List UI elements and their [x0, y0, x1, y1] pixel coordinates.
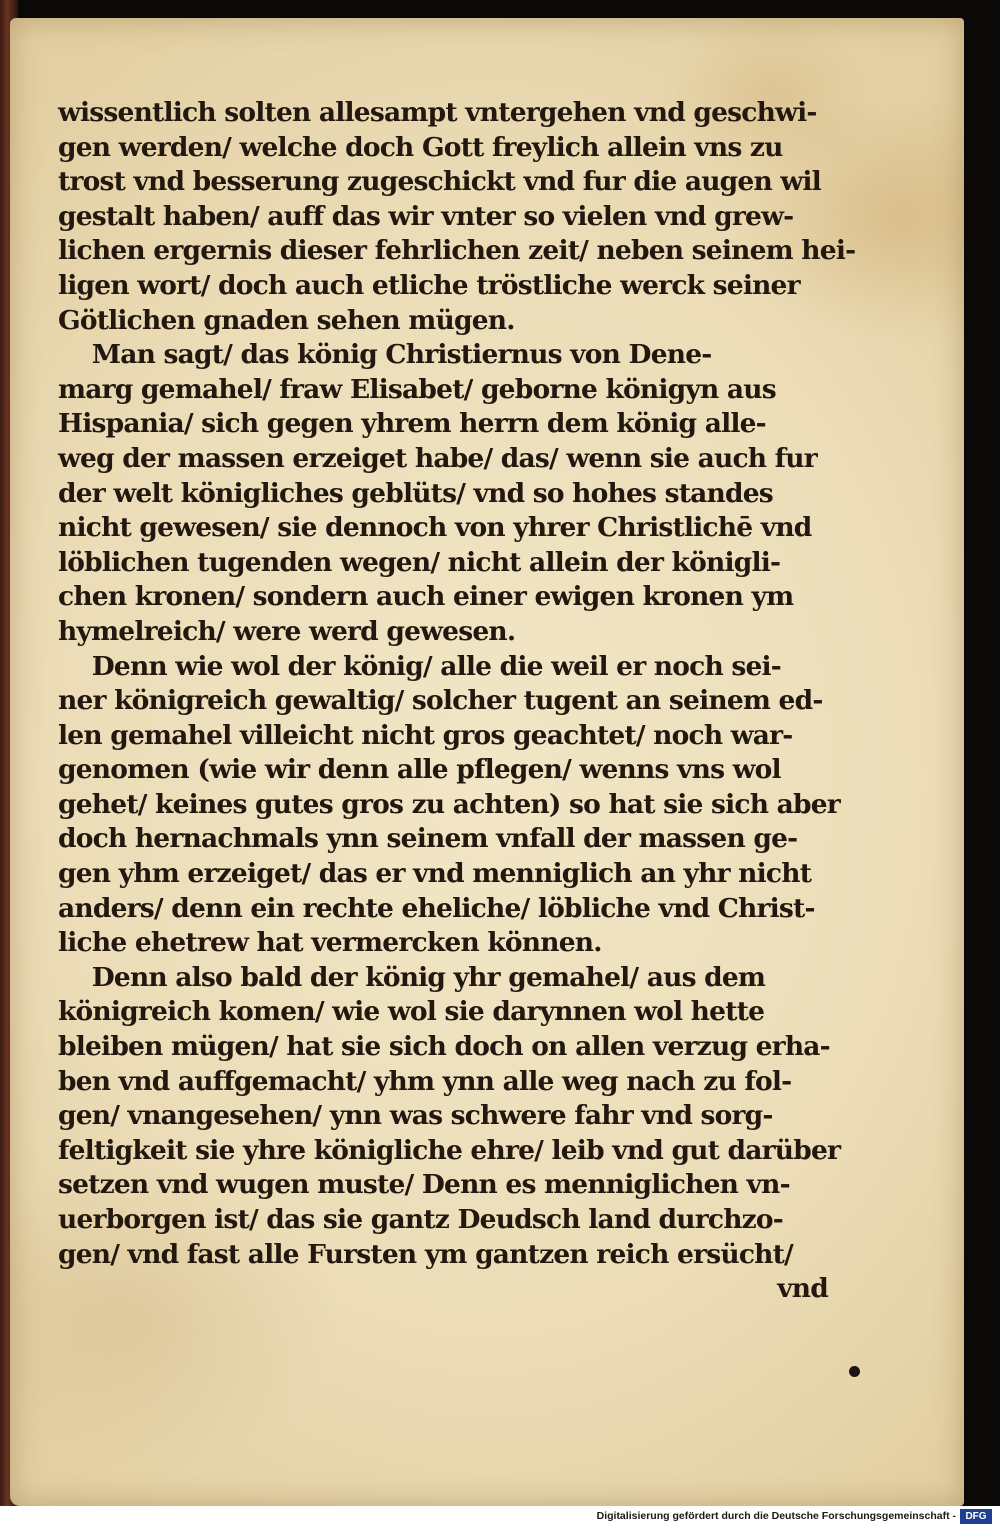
text-line: wissentlich solten allesampt vntergehen vnd geschwi-: [58, 97, 817, 128]
text-line: doch hernachmals ynn seinem vnfall der massen ge-: [58, 823, 798, 855]
text-line: ligen wort/ doch auch etliche tröstliche werck seiner: [58, 269, 800, 301]
text-line: nicht gewesen/ sie dennoch von yhrer Christlichē vnd: [58, 512, 812, 544]
text-line: anders/ denn ein rechte eheliche/ löbliche vnd Christ-: [58, 892, 815, 924]
funding-credit-text: Digitalisierung gefördert durch die Deutsche Forschungsgemeinschaft -: [596, 1510, 956, 1522]
text-line: der welt königliches geblüts/ vnd so hohes standes: [58, 477, 773, 509]
text-line: weg der massen erzeiget habe/ das/ wenn sie auch fur: [58, 442, 817, 474]
text-line: gestalt haben/ auff das wir vnter so vielen vnd grew-: [58, 200, 794, 232]
text-line: gen yhm erzeiget/ das er vnd menniglich an yhr nicht: [58, 858, 812, 890]
text-line: genomen (wie wir denn alle pflegen/ wenns vns wol: [58, 754, 781, 786]
text-line: lichen ergernis dieser fehrlichen zeit/ neben seinem hei-: [58, 235, 856, 267]
text-line: chen kronen/ sondern auch einer ewigen kronen ym: [58, 581, 794, 613]
dfg-logo: DFG: [960, 1509, 992, 1524]
text-line: gen/ vnd fast alle Fursten ym gantzen reich ersücht/: [58, 1238, 793, 1270]
text-line: gehet/ keines gutes gros zu achten) so hat sie sich aber: [58, 788, 840, 820]
text-line: setzen vnd wugen muste/ Denn es menniglichen vn-: [58, 1169, 790, 1201]
book-page: [10, 18, 964, 1506]
text-line: bleiben mügen/ hat sie sich doch on allen verzug erha-: [58, 1031, 830, 1063]
text-line: Hispania/ sich gegen yhrem herrn dem könig alle-: [58, 408, 766, 440]
ink-dot-mark: [849, 1366, 860, 1377]
text-line: feltigkeit sie yhre königliche ehre/ leib vnd gut darüber: [58, 1134, 841, 1166]
text-line: uerborgen ist/ das sie gantz Deudsch land durchzo-: [58, 1204, 783, 1235]
text-line: Man sagt/ das könig Christiernus von Dene-: [58, 339, 712, 371]
catchword: vnd: [777, 1273, 828, 1305]
text-line: ner königreich gewaltig/ solcher tugent an seinem ed-: [58, 685, 823, 717]
text-line: len gemahel villeicht nicht gros geachtet/ noch war-: [58, 719, 793, 751]
text-line: marg gemahel/ fraw Elisabet/ geborne königyn aus: [58, 373, 776, 405]
funding-footer: [0, 1506, 1000, 1528]
text-line: gen werden/ welche doch Gott freylich allein vns zu: [58, 131, 783, 163]
text-line: hymelreich/ were werd gewesen.: [58, 615, 516, 647]
text-line: Denn wie wol der könig/ alle die weil er noch sei-: [58, 650, 781, 682]
text-line: ben vnd auffgemacht/ yhm ynn alle weg nach zu fol-: [58, 1065, 792, 1097]
text-line: liche ehetrew hat vermercken können.: [58, 927, 602, 959]
text-line: Götlichen gnaden sehen mügen.: [58, 304, 515, 336]
text-line: königreich komen/ wie wol sie darynnen wol hette: [58, 996, 765, 1028]
text-line: Denn also bald der könig yhr gemahel/ aus dem: [58, 961, 766, 993]
text-line: trost vnd besserung zugeschickt vnd fur die augen wil: [58, 166, 821, 198]
page-text-block: [58, 96, 856, 1307]
text-line: gen/ vnangesehen/ ynn was schwere fahr vnd sorg-: [58, 1100, 773, 1132]
text-line: löblichen tugenden wegen/ nicht allein der königli-: [58, 546, 781, 578]
